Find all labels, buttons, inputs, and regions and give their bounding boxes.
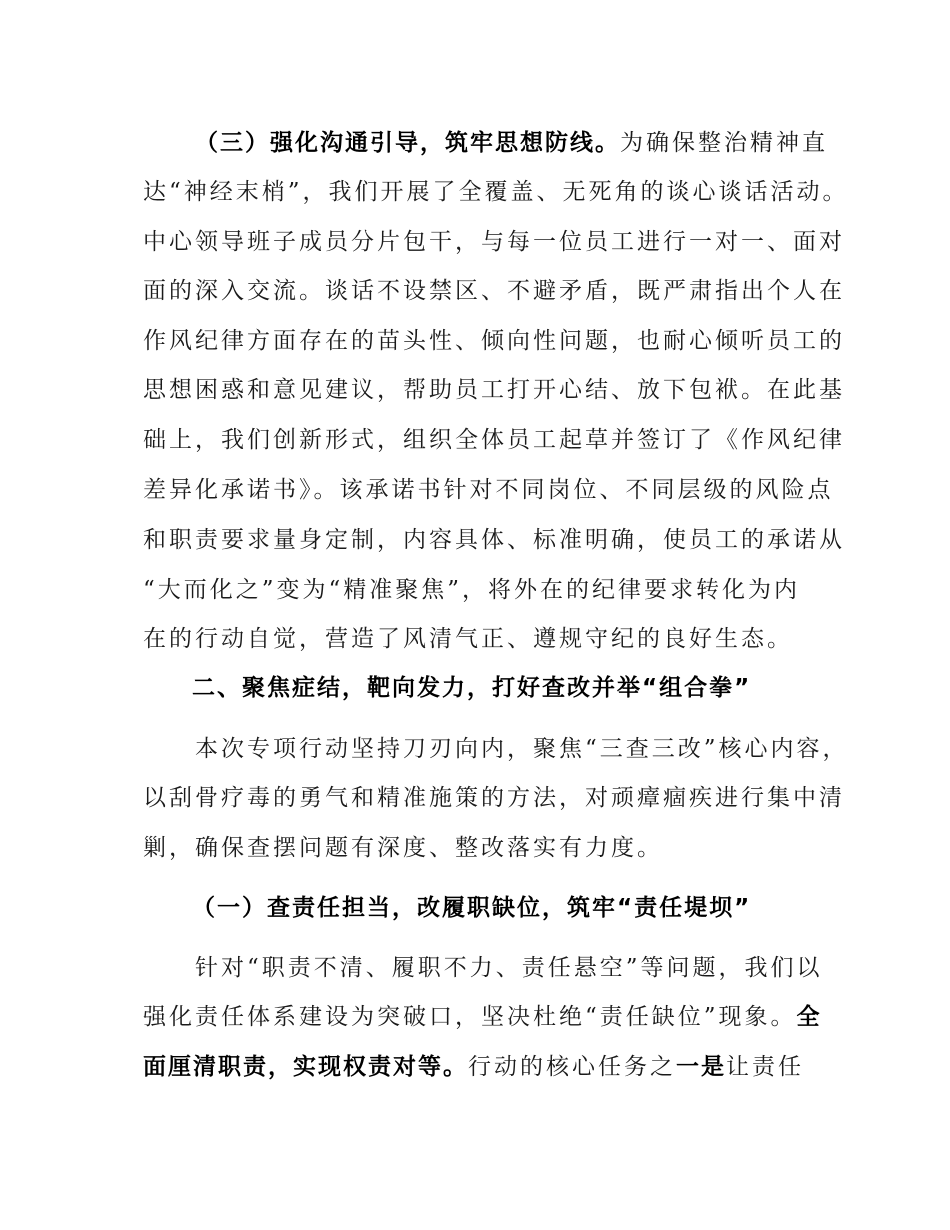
text: 面的深入交流。谈话不设禁区、不避矛盾，既严肃指出个人在 bbox=[143, 278, 845, 304]
text: 达“神经末梢”，我们开展了全覆盖、无死角的谈心谈话活动。 bbox=[143, 179, 849, 205]
paragraph-line bbox=[195, 953, 823, 983]
section-heading bbox=[192, 893, 751, 923]
paragraph-line bbox=[143, 375, 845, 405]
text: 行动的核心任务之 bbox=[468, 1054, 676, 1080]
paragraph-line bbox=[143, 833, 663, 863]
text: 强化责任体系建设为突破口，坚决杜绝“责任缺位”现象。 bbox=[143, 1004, 797, 1030]
paragraph-line bbox=[195, 128, 828, 158]
bold-text: 二、聚焦症结，靶向发力，打好查改并举“组合拳” bbox=[192, 675, 752, 701]
bold-text: 一是 bbox=[676, 1054, 726, 1080]
text: 剿，确保查摆问题有深度、整改落实有力度。 bbox=[143, 835, 663, 861]
paragraph-line bbox=[143, 575, 800, 605]
text: “大而化之”变为“精准聚焦”，将外在的纪律要求转化为内 bbox=[143, 577, 801, 603]
text: 差异化承诺书》。该承诺书针对不同岗位、不同层级的风险点 bbox=[143, 477, 834, 503]
paragraph-line bbox=[143, 525, 845, 555]
text: 思想困惑和意见建议，帮助员工打开心结、放下包袱。在此基 bbox=[143, 377, 845, 403]
text: 本次专项行动坚持刀刃向内，聚焦“三查三改”核心内容， bbox=[195, 736, 849, 762]
text: 让责任 bbox=[726, 1054, 804, 1080]
bold-text: （一）查责任担当，改履职缺位，筑牢“责任堤坝” bbox=[192, 895, 752, 921]
text: 为确保整治精神直 bbox=[620, 130, 828, 156]
bold-text: 全 bbox=[796, 1004, 822, 1030]
bold-text: 面厘清职责，实现权责对等。 bbox=[143, 1054, 468, 1080]
text: 和职责要求量身定制，内容具体、标准明确，使员工的承诺从 bbox=[143, 527, 845, 553]
paragraph-line bbox=[143, 1002, 822, 1032]
paragraph-line bbox=[143, 425, 845, 455]
paragraph-line bbox=[143, 276, 845, 306]
paragraph-line bbox=[195, 734, 849, 764]
paragraph-line bbox=[143, 177, 849, 207]
text: 针对“职责不清、履职不力、责任悬空”等问题，我们以 bbox=[195, 955, 823, 981]
text: 础上，我们创新形式，组织全体员工起草并签订了《作风纪律 bbox=[143, 427, 845, 453]
text: 在的行动自觉，营造了风清气正、遵规守纪的良好生态。 bbox=[143, 626, 793, 652]
text: 作风纪律方面存在的苗头性、倾向性问题，也耐心倾听员工的 bbox=[143, 328, 845, 354]
text: 中心领导班子成员分片包干，与每一位员工进行一对一、面对 bbox=[143, 229, 845, 255]
section-heading bbox=[192, 673, 751, 703]
paragraph-line bbox=[143, 624, 793, 654]
text: 以刮骨疗毒的勇气和精准施策的方法，对顽瘴痼疾进行集中清 bbox=[143, 785, 845, 811]
paragraph-line bbox=[143, 475, 834, 505]
bold-text: （三）强化沟通引导，筑牢思想防线。 bbox=[195, 130, 620, 156]
paragraph-line bbox=[143, 1052, 804, 1082]
paragraph-line bbox=[143, 227, 845, 257]
paragraph-line bbox=[143, 783, 845, 813]
paragraph-line bbox=[143, 326, 845, 356]
